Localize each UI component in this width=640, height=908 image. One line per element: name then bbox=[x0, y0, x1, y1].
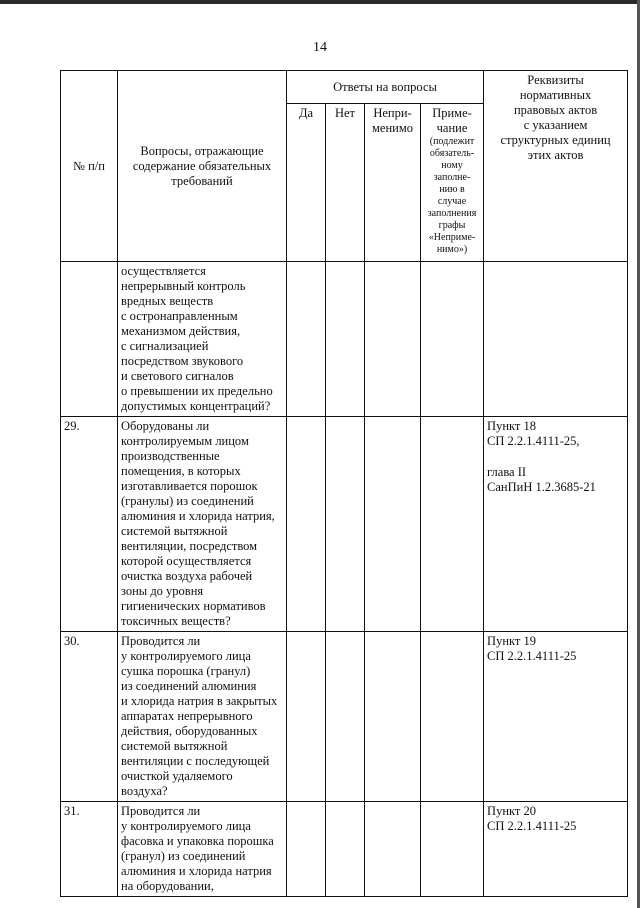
header-question: Вопросы, отражающие содержание обязательных требований bbox=[118, 71, 287, 262]
table-row bbox=[61, 632, 628, 802]
header-note bbox=[421, 104, 484, 262]
table-row bbox=[61, 802, 628, 897]
header-yes: Да bbox=[287, 104, 326, 262]
table-row bbox=[61, 417, 628, 632]
row-question: осуществляется непрерывный контроль вредных веществ с остронаправленным механизмом действия, с сигнализацией посредством звукового и светового сигналов о превышении их предельно допустимых концентраций? bbox=[118, 262, 287, 417]
row-note-cell bbox=[421, 262, 484, 417]
row-na-cell bbox=[365, 262, 421, 417]
row-yes-cell bbox=[287, 632, 326, 802]
header-num: № п/п bbox=[61, 71, 118, 262]
header-requisites: Реквизиты нормативных правовых актов с указанием структурных единиц этих актов bbox=[484, 71, 628, 262]
row-requisites-a: Пункт 20 СП 2.2.1.4111-25 bbox=[487, 804, 577, 833]
row-no-cell bbox=[326, 417, 365, 632]
header-row-top bbox=[61, 71, 628, 104]
row-requisites bbox=[484, 262, 628, 417]
page-number: 14 bbox=[313, 40, 327, 55]
row-num: 31. bbox=[61, 802, 118, 897]
row-na-cell bbox=[365, 417, 421, 632]
requirements-table bbox=[60, 70, 628, 897]
row-na-cell bbox=[365, 632, 421, 802]
row-requisites bbox=[484, 632, 628, 802]
row-requisites bbox=[484, 417, 628, 632]
row-note-cell bbox=[421, 632, 484, 802]
row-requisites-b: глава II СанПиН 1.2.3685-21 bbox=[487, 465, 596, 494]
header-na: Непри- менимо bbox=[365, 104, 421, 262]
row-na-cell bbox=[365, 802, 421, 897]
row-note-cell bbox=[421, 417, 484, 632]
row-num: 30. bbox=[61, 632, 118, 802]
row-question: Проводится ли у контролируемого лица сушка порошка (гранул) из соединений алюминия и хлорида натрия в закрытых аппаратах непрерывного действия, оборудованных системой вытяжной вентиляции с последующей очисткой удаляемого воздуха? bbox=[118, 632, 287, 802]
row-question: Проводится ли у контролируемого лица фасовка и упаковка порошка (гранул) из соединений алюминия и хлорида натрия на оборудовании, bbox=[118, 802, 287, 897]
table-row bbox=[61, 262, 628, 417]
row-num bbox=[61, 262, 118, 417]
row-requisites-a: Пункт 19 СП 2.2.1.4111-25 bbox=[487, 634, 577, 663]
row-no-cell bbox=[326, 632, 365, 802]
row-requisites-gap bbox=[487, 449, 624, 465]
row-yes-cell bbox=[287, 417, 326, 632]
scan-edge-top bbox=[0, 0, 640, 4]
header-answers-group: Ответы на вопросы bbox=[287, 71, 484, 104]
header-note-lead: Приме- чание bbox=[432, 106, 472, 135]
header-no: Нет bbox=[326, 104, 365, 262]
row-no-cell bbox=[326, 262, 365, 417]
row-question: Оборудованы ли контролируемым лицом производственные помещения, в которых изготавливается порошок (гранулы) из соединений алюминия и хлорида натрия, системой вытяжной вентиляции, посредством которой осуществляется очистка воздуха рабочей зоны до уровня гигиенических нормативов токсичных веществ? bbox=[118, 417, 287, 632]
row-yes-cell bbox=[287, 802, 326, 897]
row-requisites bbox=[484, 802, 628, 897]
row-yes-cell bbox=[287, 262, 326, 417]
row-no-cell bbox=[326, 802, 365, 897]
row-num: 29. bbox=[61, 417, 118, 632]
row-note-cell bbox=[421, 802, 484, 897]
row-requisites-a: Пункт 18 СП 2.2.1.4111-25, bbox=[487, 419, 580, 448]
header-note-detail: (подлежит обязатель- ному заполне- нию в случае заполнения графы «Неприме- нимо») bbox=[427, 136, 477, 255]
